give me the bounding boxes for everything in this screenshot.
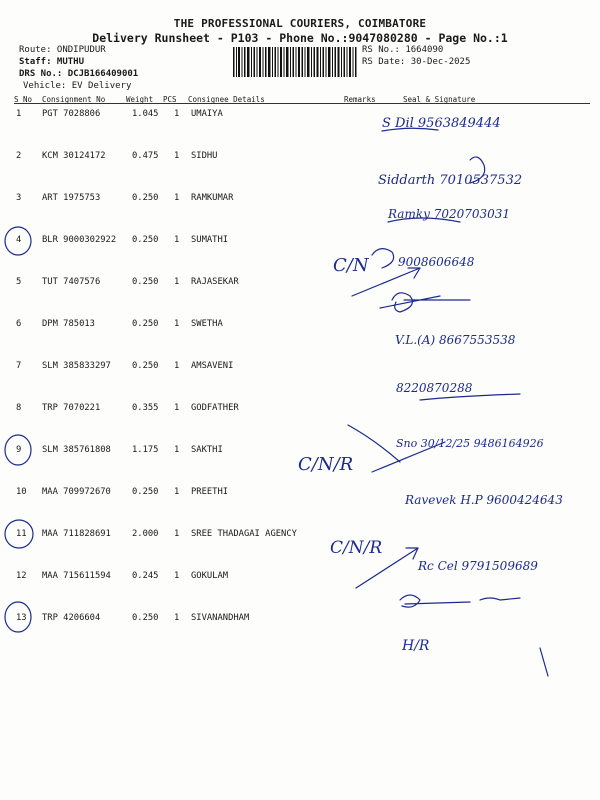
row-consignee: UMAIYA [191, 109, 223, 119]
row-consignment: TRP 4206604 [42, 613, 101, 623]
row-sno: 9 [16, 445, 22, 455]
col-header-remarks: Remarks [344, 95, 376, 104]
row-weight: 1.175 [132, 445, 159, 455]
signature-flourish [372, 249, 394, 268]
row-consignee: SIVANANDHAM [191, 613, 250, 623]
col-header-weight: Weight [126, 95, 154, 104]
row-weight: 0.250 [132, 361, 159, 371]
row-consignment: ART 1975753 [42, 193, 101, 203]
col-header-sno: S No [14, 95, 33, 104]
stray-stroke [540, 648, 548, 676]
struck-signature-row-5 [380, 293, 470, 312]
row-consignee: RAMKUMAR [191, 193, 234, 203]
row-weight: 0.245 [132, 571, 159, 581]
row-pcs: 1 [174, 193, 180, 203]
signature-row-2: Siddarth 7010537532 [378, 173, 523, 188]
row-weight: 0.250 [132, 487, 159, 497]
row-pcs: 1 [174, 151, 180, 161]
table-row [0, 571, 600, 583]
row-consignment: TUT 7407576 [42, 277, 101, 287]
row-weight: 0.250 [132, 193, 159, 203]
row-consignee: GOKULAM [191, 571, 229, 581]
row-sno: 8 [16, 403, 22, 413]
row-weight: 0.250 [132, 319, 159, 329]
header-rule [14, 103, 590, 104]
signature-row-1: S Dil 9563849444 [382, 116, 501, 131]
row-sno: 1 [16, 109, 22, 119]
table-row [0, 613, 600, 625]
table-row [0, 445, 600, 457]
row-pcs: 1 [174, 109, 180, 119]
row-weight: 0.250 [132, 277, 159, 287]
row-pcs: 1 [174, 487, 180, 497]
rs-number: RS No.: 1664090 [362, 45, 444, 55]
row-sno: 5 [16, 277, 22, 287]
row-consignee: RAJASEKAR [191, 277, 239, 287]
row-pcs: 1 [174, 529, 180, 539]
col-header-consignee: Consignee Details [188, 95, 265, 104]
barcode-image [233, 47, 358, 77]
table-row [0, 487, 600, 499]
row-pcs: 1 [174, 277, 180, 287]
table-row [0, 193, 600, 205]
table-row [0, 319, 600, 331]
row-consignment: SLM 385761808 [42, 445, 111, 455]
row-consignee: SAKTHI [191, 445, 223, 455]
signature-row-4: 9008606648 [398, 255, 475, 269]
underline-stroke [382, 128, 438, 131]
row-pcs: 1 [174, 361, 180, 371]
staff-label: Staff: MUTHU [19, 57, 85, 67]
row-sno: 7 [16, 361, 22, 371]
signature-row-7: 8220870288 [396, 381, 473, 395]
row-consignee: GODFATHER [191, 403, 239, 413]
signature-flourish [420, 394, 520, 400]
remark-row-4: C/N [333, 255, 369, 276]
signature-row-6: V.L.(A) 8667553538 [395, 333, 516, 347]
row-consignee: SUMATHI [191, 235, 229, 245]
row-weight: 0.355 [132, 403, 159, 413]
route-label: Route: ONDIPUDUR [19, 45, 106, 55]
arrow-head [406, 548, 418, 559]
row-sno: 6 [16, 319, 22, 329]
table-row [0, 109, 600, 121]
rs-date: RS Date: 30-Dec-2025 [362, 57, 471, 67]
table-row [0, 277, 600, 289]
row-consignment: DPM 785013 [42, 319, 95, 329]
drs-number: DRS No.: DCJB166409001 [19, 69, 139, 79]
row-sno: 2 [16, 151, 22, 161]
row-weight: 1.045 [132, 109, 159, 119]
row-weight: 0.250 [132, 235, 159, 245]
vehicle-label: Vehicle: EV Delivery [23, 81, 132, 91]
signature-row-11: Rc Cel 9791509689 [418, 559, 538, 573]
row-consignment: PGT 7028806 [42, 109, 101, 119]
signature-flourish [388, 218, 460, 222]
col-header-consignment: Consignment No [42, 95, 106, 104]
row-sno: 13 [16, 613, 27, 623]
row-weight: 0.475 [132, 151, 159, 161]
row-sno: 4 [16, 235, 22, 245]
row-consignment: TRP 7070221 [42, 403, 101, 413]
company-title: THE PROFESSIONAL COURIERS, COIMBATORE [173, 17, 427, 30]
row-consignment: MAA 715611594 [42, 571, 111, 581]
row-consignment: BLR 9000302922 [42, 235, 117, 245]
row-sno: 3 [16, 193, 22, 203]
table-row [0, 235, 600, 247]
table-row [0, 403, 600, 415]
row-sno: 10 [16, 487, 27, 497]
row-consignee: SREE THADAGAI AGENCY [191, 529, 297, 539]
row-sno: 11 [16, 529, 27, 539]
row-consignment: MAA 709972670 [42, 487, 111, 497]
row-pcs: 1 [174, 403, 180, 413]
col-header-seal: Seal & Signature [403, 95, 476, 104]
runsheet-title: Delivery Runsheet - P103 - Phone No.:9047080280 - Page No.:1 [92, 31, 508, 45]
remark-row-9: C/N/R [298, 454, 354, 475]
signature-row-9: Sno 30/12/25 9486164926 [396, 437, 544, 450]
row-weight: 0.250 [132, 613, 159, 623]
signature-row-10: Ravevek H.P 9600424643 [405, 493, 563, 507]
row-pcs: 1 [174, 319, 180, 329]
row-pcs: 1 [174, 613, 180, 623]
row-consignee: PREETHI [191, 487, 229, 497]
row-pcs: 1 [174, 445, 180, 455]
row-consignment: MAA 711828691 [42, 529, 111, 539]
col-header-pcs: PCS [163, 95, 177, 104]
table-row [0, 361, 600, 373]
note-row-13: H/R [402, 638, 430, 654]
table-row [0, 529, 600, 541]
remark-row-11: C/N/R [330, 538, 383, 558]
row-pcs: 1 [174, 571, 180, 581]
signature-row-3: Ramky 7020703031 [388, 207, 511, 221]
table-row [0, 151, 600, 163]
struck-signature-row-12 [400, 595, 520, 607]
row-consignment: SLM 385833297 [42, 361, 111, 371]
row-consignment: KCM 30124172 [42, 151, 106, 161]
row-consignee: AMSAVENI [191, 361, 234, 371]
row-consignee: SIDHU [191, 151, 218, 161]
row-consignee: SWETHA [191, 319, 223, 329]
row-sno: 12 [16, 571, 27, 581]
row-weight: 2.000 [132, 529, 159, 539]
row-pcs: 1 [174, 235, 180, 245]
